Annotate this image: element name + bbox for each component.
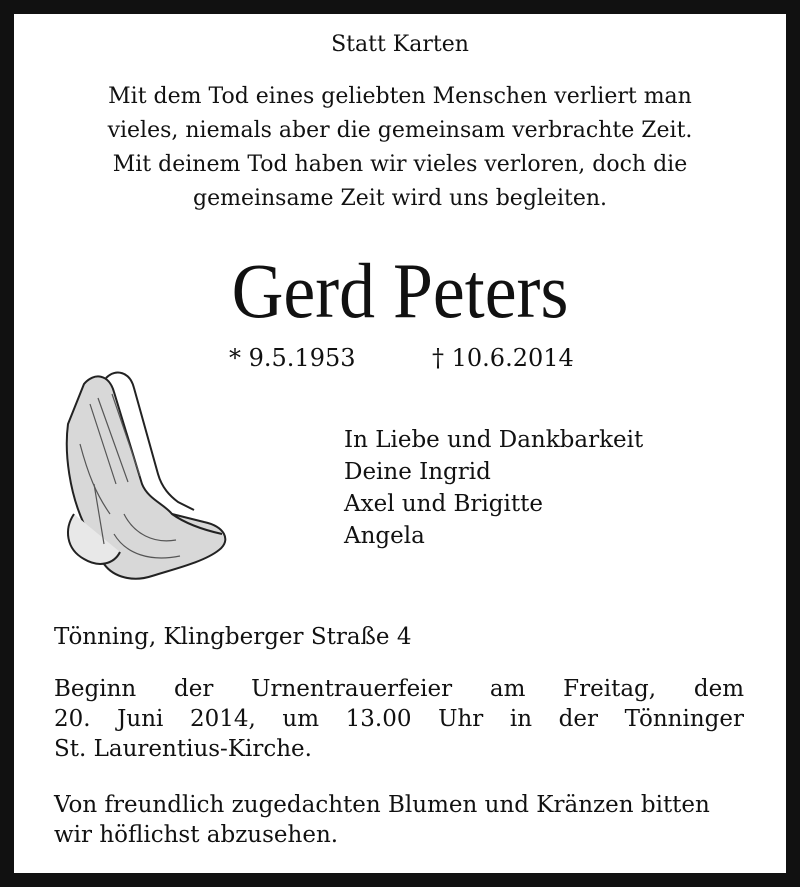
family-line: In Liebe und Dankbarkeit [344,427,644,453]
death-date: † 10.6.2014 [432,344,574,372]
praying-hands-icon [54,364,234,584]
verse-line: gemeinsame Zeit wird uns begleiten. [192,186,608,211]
ceremony-line: Beginn der Urnentrauerfeier am Freitag, dem [54,676,744,702]
verse-line: vieles, niemals aber die gemeinsam verbrachte Zeit. [107,118,693,143]
family-line: Angela [344,523,425,549]
verse-line: Mit dem Tod eines geliebten Menschen verliert man [108,84,692,109]
flowers-line: wir höflichst abzusehen. [54,822,339,848]
ceremony-line: St. Laurentius-Kirche. [54,736,312,762]
address: Tönning, Klingberger Straße 4 [54,624,412,650]
flowers-line: Von freundlich zugedachten Blumen und Kränzen bitten [54,792,710,818]
verse-line: Mit deinem Tod haben wir vieles verloren, doch die [112,152,688,177]
birth-date: * 9.5.1953 [229,344,356,372]
ceremony-line: 20. Juni 2014, um 13.00 Uhr in der Tönninger [54,706,744,732]
family-line: Axel und Brigitte [344,491,543,517]
header-text: Statt Karten [331,32,469,57]
deceased-name: Gerd Peters [231,247,569,334]
family-line: Deine Ingrid [344,459,491,485]
